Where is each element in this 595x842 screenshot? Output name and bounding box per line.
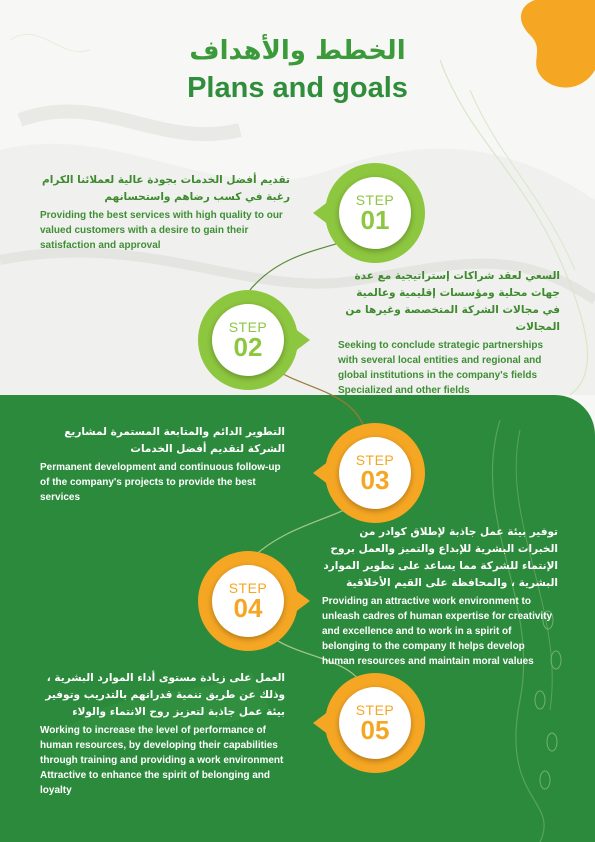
- step-02-number: 02: [233, 332, 263, 362]
- step-03-text-arabic: التطوير الدائم والمتابعة المستمرة لمشاريع الشركة لتقديم أفضل الخدمات: [64, 426, 285, 455]
- step-02-text: [338, 268, 560, 398]
- step-03-text: [40, 424, 285, 505]
- step-01-label: STEP: [355, 192, 395, 208]
- step-05-badge: [325, 673, 425, 773]
- step-04-text-arabic: توفير بيئة عمل جاذبة لإطلاق كوادر من الخبرات البشرية للإبداع والتميز والعمل بروح الإنتماء للشركة مما يساعد على تطوير الموارد البشرية ، والمحافظة على القيم الأخلاقية: [323, 526, 558, 589]
- step-04-text: [322, 524, 558, 669]
- step-01-badge: [325, 163, 425, 263]
- step-02-label: STEP: [228, 319, 268, 335]
- title-english: Plans and goals: [187, 72, 408, 104]
- step-03-badge: [325, 423, 425, 523]
- step-03-label: STEP: [355, 452, 395, 468]
- step-02-text-arabic: السعي لعقد شراكات إستراتيجية مع عدة جهات محلية ومؤسسات إقليمية وعالمية في مجالات الشركة المتخصصة وغيرها من المجالات: [345, 270, 560, 333]
- step-04-label: STEP: [228, 580, 268, 596]
- step-03-number: 03: [360, 465, 390, 495]
- title-arabic: الخطط والأهداف: [189, 36, 406, 66]
- step-01-text: [40, 172, 290, 253]
- step-01-number: 01: [360, 205, 390, 235]
- step-05-number: 05: [360, 715, 390, 745]
- step-02-badge: [198, 290, 298, 390]
- step-03-text-english: Permanent development and continuous follow-up of the company's projects to provide the best services: [40, 462, 281, 503]
- step-01-text-arabic: تقديم أفضل الخدمات بجودة عالية لعملائنا الكرام رغبة في كسب رضاهم واستحسانهم: [42, 174, 290, 203]
- step-05-label: STEP: [355, 702, 395, 718]
- step-01-text-english: Providing the best services with high quality to our valued customers with a desire to gain their satisfaction and approval: [40, 210, 283, 251]
- step-04-text-english: Providing an attractive work environment to unleash cadres of human expertise for creativity and excellence and to work in a spirit of belonging to the company It helps develop human resources and maintain moral values: [322, 596, 553, 667]
- step-02-text-english: Seeking to conclude strategic partnerships with several local entities and regional and global institutions in the company's fields Specialized and other fields: [338, 340, 544, 396]
- step-05-text: [40, 670, 285, 798]
- step-04-number: 04: [233, 593, 263, 623]
- step-05-text-arabic: العمل على زيادة مستوى أداء الموارد البشرية ، وذلك عن طريق تنمية قدراتهم بالتدريب وتوفير بيئة عمل جاذبة لتعزيز روح الانتماء والولاء: [45, 672, 285, 718]
- step-04-badge: [198, 551, 298, 651]
- step-05-text-english: Working to increase the level of performance of human resources, by developing their capabilities through training and providing a work environment Attractive to enhance the spirit of belonging and loyalty: [40, 725, 284, 796]
